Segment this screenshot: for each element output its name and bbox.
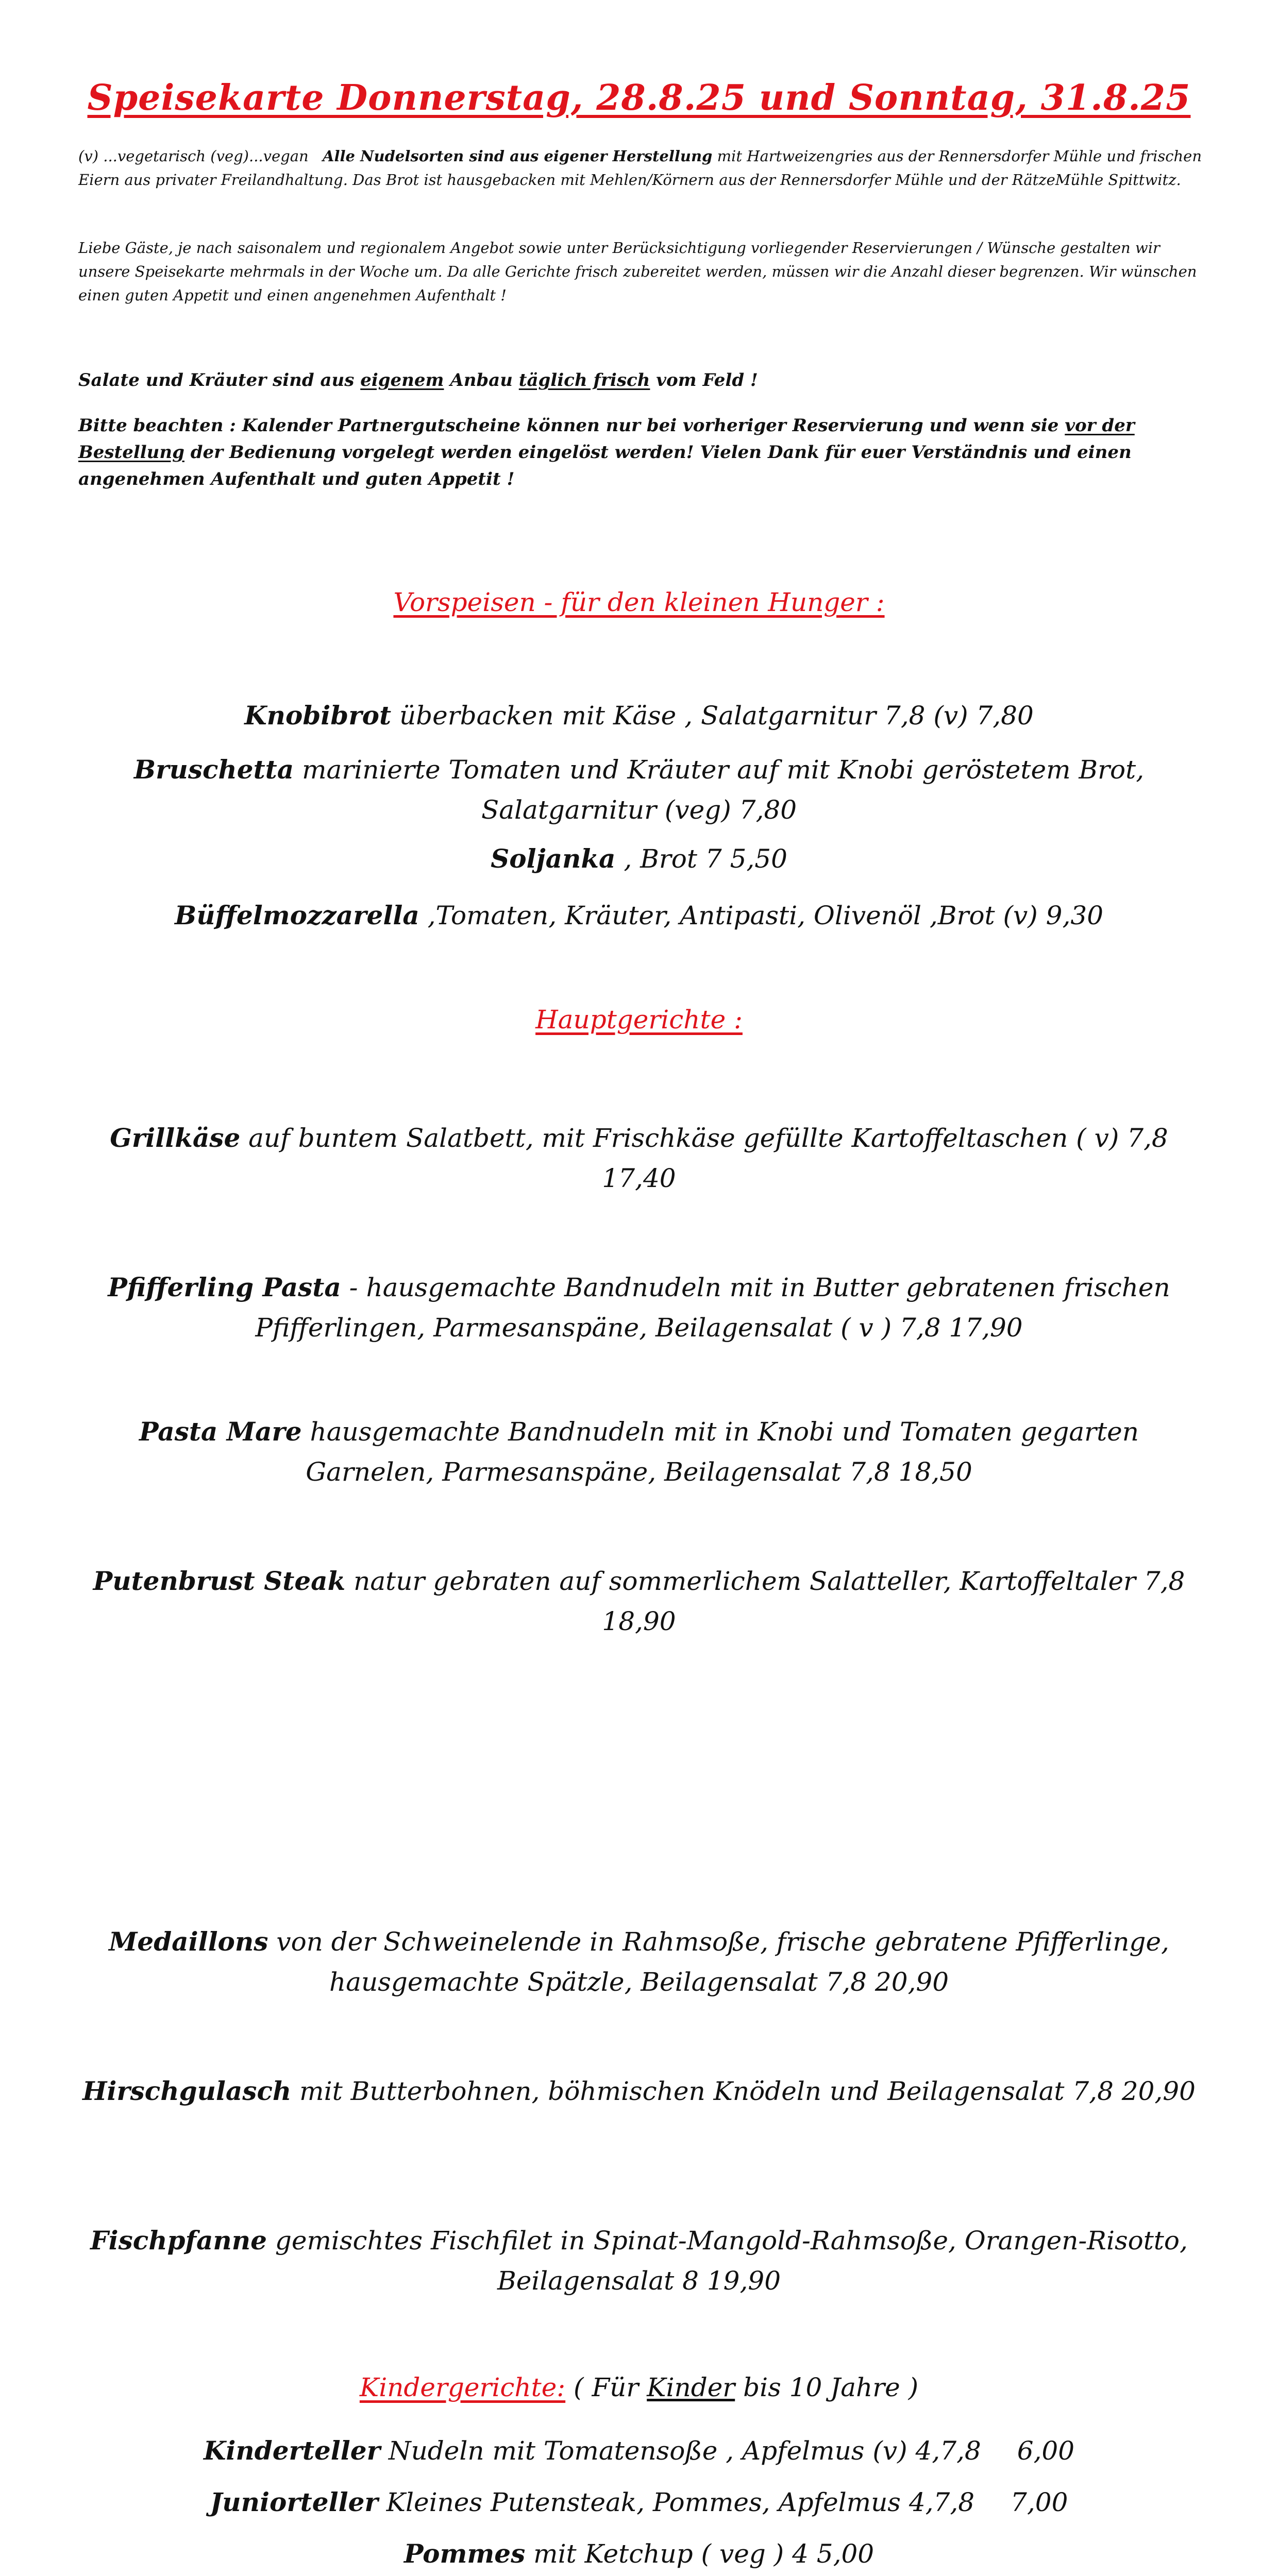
item-name: Büffelmozzarella [174,900,419,930]
voucher-text-3: der Bedienung vorgelegt werden eingelöst werden! Vielen Dank für euer Verständnis und einen angenehmen Aufenthalt und guten Appetit ! [78,442,1132,489]
item-desc: Nudeln mit Tomatensoße , Apfelmus (v) 4,7,8 [388,2436,981,2466]
noodles-bold: Alle Nudelsorten sind aus eigener Herstellung [322,147,713,165]
item-price: 7,00 [1011,2487,1068,2517]
menu-item [77,895,1201,936]
section-starters: Vorspeisen - für den kleinen Hunger : [393,587,885,617]
menu-item [77,750,1201,830]
item-desc: Kleines Putensteak, Pommes, Apfelmus 4,7,8 [386,2487,975,2517]
item-price: 6,00 [1017,2436,1075,2466]
item-name: Fischpfanne [90,2225,267,2256]
kids-note-2: Kinder [647,2372,735,2402]
intro-voucher [78,412,1212,493]
kids-title: Kindergerichte: [359,2372,566,2402]
menu-item [77,696,1201,736]
menu-item [77,1118,1201,1198]
item-name: Pasta Mare [139,1416,302,1447]
section-kids [0,2372,1278,2402]
item-desc: , Brot 7 5,50 [624,844,787,874]
item-desc: auf buntem Salatbett, mit Frischkäse gefüllte Kartoffeltaschen ( v) 7,8 17,40 [248,1123,1168,1193]
item-name: Pfifferling Pasta [108,1272,341,1302]
item-desc: mit Butterbohnen, böhmischen Knödeln und Beilagensalat 7,8 20,90 [299,2076,1196,2106]
noodles-text: mit Hartweizengries aus der Rennersdorfer Mühle und frischen Eiern aus privater Freilandhaltung. Das Brot ist hausgebacken mit Mehlen/Körnern aus der Rennersdorfer Mühle und der RätzeMühle Spittwitz. [78,147,1202,189]
item-name: Grillkäse [110,1123,241,1153]
menu-item [77,2071,1201,2111]
item-name: Juniorteller [210,2487,378,2517]
voucher-text-2: vor der Bestellung [78,415,1135,463]
menu-item [77,1412,1201,1492]
kids-note-1: ( Für [574,2372,639,2402]
item-desc: ,Tomaten, Kräuter, Antipasti, Olivenöl ,Brot (v) 9,30 [427,901,1104,930]
menu-item [77,2482,1201,2522]
menu-item [77,2431,1201,2471]
menu-item [77,839,1201,879]
item-name: Kinderteller [203,2435,380,2466]
voucher-text-1: Bitte beachten : Kalender Partnergutscheine können nur bei vorheriger Reservierung und wenn sie [78,415,1059,436]
legend-text: (v) ...vegetarisch (veg)...vegan [78,147,309,165]
salad-text-2: eigenem [360,370,444,391]
item-name: Hirschgulasch [82,2076,292,2106]
item-name: Knobibrot [244,700,392,731]
section-mains: Hauptgerichte : [535,1005,743,1035]
salad-text-4: täglich frisch [518,370,650,391]
salad-text-1: Salate und Kräuter sind aus [78,370,355,391]
menu-item [77,2534,1201,2574]
menu-item [77,1922,1201,2002]
item-name: Medaillons [109,1926,268,1957]
item-desc: hausgemachte Bandnudeln mit in Knobi und Tomaten gegarten Garnelen, Parmesanspäne, Beilagensalat 7,8 18,50 [306,1417,1139,1487]
salad-text-3: Anbau [450,370,513,391]
item-name: Pommes [403,2538,526,2569]
item-name: Putenbrust Steak [93,1566,346,1596]
menu-item [77,1561,1201,1641]
item-desc: mit Ketchup ( veg ) 4 5,00 [533,2539,875,2569]
item-name: Soljanka [491,843,616,874]
salad-text-5: vom Feld ! [656,370,758,391]
menu-item [77,2221,1201,2301]
item-name: Bruschetta [133,754,294,785]
intro-salad [78,367,1212,394]
item-desc: - hausgemachte Bandnudeln mit in Butter gebratenen frischen Pfifferlingen, Parmesanspäne, Beilagensalat ( v ) 7,8 17,90 [255,1273,1170,1343]
kids-note-3: bis 10 Jahre ) [743,2372,919,2402]
item-desc: von der Schweinelende in Rahmsoße, frische gebratene Pfifferlinge, hausgemachte Spätzle, Beilagensalat 7,8 20,90 [276,1927,1169,1997]
page-title: Speisekarte Donnerstag, 28.8.25 und Sonntag, 31.8.25 [87,77,1191,118]
item-desc: überbacken mit Käse , Salatgarnitur 7,8 (v) 7,80 [399,701,1034,731]
item-desc: gemischtes Fischfilet in Spinat-Mangold-Rahmsoße, Orangen-Risotto, Beilagensalat 8 19,90 [275,2226,1188,2296]
item-desc: natur gebraten auf sommerlichem Salatteller, Kartoffeltaler 7,8 18,90 [354,1566,1185,1636]
intro-guests: Liebe Gäste, je nach saisonalem und regionalem Angebot sowie unter Berücksichtigung vorliegender Reservierungen / Wünsche gestalten wir unsere Speisekarte mehrmals in der Woche um. Da alle Gerichte frisch zubereitet werden, müssen wir die Anzahl dieser begrenzen. Wir wünschen einen guten Appetit und einen angenehmen Aufenthalt ! [78,239,1197,304]
item-desc: marinierte Tomaten und Kräuter auf mit Knobi geröstetem Brot, Salatgarnitur (veg) 7,80 [302,755,1145,825]
menu-item [77,1267,1201,1348]
intro-noodles [78,144,1212,192]
